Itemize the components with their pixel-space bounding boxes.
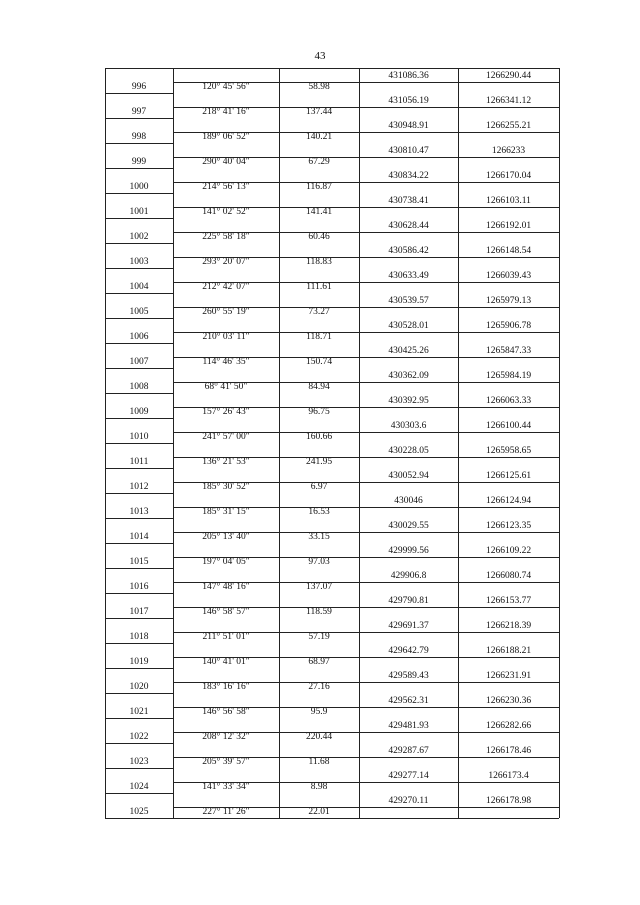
column-border xyxy=(559,68,560,818)
x-coordinate: 430948.91 xyxy=(388,121,429,131)
row-divider xyxy=(359,307,559,308)
x-coordinate: 430810.47 xyxy=(388,146,429,156)
row-divider xyxy=(105,193,173,194)
x-coordinate: 430528.01 xyxy=(388,321,429,331)
row-divider xyxy=(105,643,173,644)
distance: 116.87 xyxy=(306,182,332,192)
distance: 33.15 xyxy=(308,532,330,542)
point-number: 1008 xyxy=(129,382,149,392)
x-coordinate: 430392.95 xyxy=(388,396,429,406)
point-number: 1006 xyxy=(129,332,149,342)
row-divider xyxy=(105,143,173,144)
x-coordinate: 430586.42 xyxy=(388,246,429,256)
y-coordinate: 1266188.21 xyxy=(485,646,532,656)
row-divider xyxy=(105,668,173,669)
x-coordinate: 429277.14 xyxy=(388,771,429,781)
bearing-angle: 260° 55' 19" xyxy=(202,307,250,317)
distance: 67.29 xyxy=(308,157,330,167)
row-divider xyxy=(359,457,559,458)
row-divider xyxy=(105,93,173,94)
distance: 160.66 xyxy=(305,432,333,442)
row-divider xyxy=(359,482,559,483)
bearing-angle: 197° 04' 05" xyxy=(202,557,250,567)
row-divider xyxy=(105,493,173,494)
x-coordinate: 430362.09 xyxy=(388,371,429,381)
y-coordinate: 1266178.46 xyxy=(485,746,532,756)
bearing-angle: 114° 46' 35" xyxy=(202,357,250,367)
row-divider xyxy=(173,782,359,783)
x-coordinate: 431086.36 xyxy=(388,71,429,81)
x-coordinate: 430046 xyxy=(394,496,423,506)
row-divider xyxy=(359,332,559,333)
row-divider xyxy=(173,582,359,583)
row-divider xyxy=(359,132,559,133)
point-number: 1022 xyxy=(129,732,149,742)
bearing-angle: 293° 20' 07" xyxy=(202,257,250,267)
row-divider xyxy=(359,507,559,508)
row-divider xyxy=(105,368,173,369)
bearing-angle: 120° 45' 56" xyxy=(202,82,250,92)
row-divider xyxy=(173,757,359,758)
row-divider xyxy=(173,432,359,433)
distance: 8.98 xyxy=(310,782,328,792)
distance: 118.71 xyxy=(306,332,332,342)
distance: 150.74 xyxy=(305,357,333,367)
row-divider xyxy=(173,507,359,508)
row-divider xyxy=(359,607,559,608)
point-number: 1018 xyxy=(129,632,149,642)
bearing-angle: 141° 33' 34" xyxy=(202,782,250,792)
x-coordinate: 430303.6 xyxy=(390,421,427,431)
point-number: 998 xyxy=(131,132,147,142)
bearing-angle: 140° 41' 01" xyxy=(202,657,250,667)
row-divider xyxy=(105,768,173,769)
x-coordinate: 430628.44 xyxy=(388,221,429,231)
row-divider xyxy=(359,582,559,583)
y-coordinate: 1266170.04 xyxy=(485,171,532,181)
bearing-angle: 157° 26' 43" xyxy=(202,407,250,417)
column-border xyxy=(458,68,459,818)
row-divider xyxy=(173,232,359,233)
point-number: 1009 xyxy=(129,407,149,417)
y-coordinate: 1266125.61 xyxy=(485,471,532,481)
x-coordinate: 429691.37 xyxy=(388,621,429,631)
row-divider xyxy=(359,382,559,383)
x-coordinate: 430029.55 xyxy=(388,521,429,531)
distance: 68.97 xyxy=(308,657,330,667)
row-divider xyxy=(105,443,173,444)
row-divider xyxy=(105,268,173,269)
distance: 60.46 xyxy=(308,232,330,242)
y-coordinate: 1266109.22 xyxy=(485,546,532,556)
point-number: 1020 xyxy=(129,682,149,692)
point-number: 997 xyxy=(131,107,147,117)
point-number: 1021 xyxy=(129,707,149,717)
point-number: 1013 xyxy=(129,507,149,517)
distance: 118.59 xyxy=(306,607,332,617)
y-coordinate: 1265979.13 xyxy=(485,296,532,306)
row-divider xyxy=(105,693,173,694)
distance: 57.19 xyxy=(308,632,330,642)
row-divider xyxy=(359,107,559,108)
bearing-angle: 189° 06' 52" xyxy=(202,132,250,142)
row-divider xyxy=(105,343,173,344)
y-coordinate: 1266124.94 xyxy=(485,496,532,506)
row-divider xyxy=(359,157,559,158)
y-coordinate: 1266290.44 xyxy=(485,71,532,81)
y-coordinate: 1266123.35 xyxy=(485,521,532,531)
y-coordinate: 1266231.91 xyxy=(485,671,532,681)
distance: 22.01 xyxy=(308,807,330,817)
distance: 58.98 xyxy=(308,82,330,92)
row-divider xyxy=(173,532,359,533)
row-divider xyxy=(359,282,559,283)
point-number: 1017 xyxy=(129,607,149,617)
row-divider xyxy=(173,607,359,608)
bearing-angle: 147° 48' 16" xyxy=(202,582,250,592)
point-number: 1007 xyxy=(129,357,149,367)
bearing-angle: 208° 12' 32" xyxy=(202,732,250,742)
point-number: 1002 xyxy=(129,232,149,242)
row-divider xyxy=(359,432,559,433)
y-coordinate: 1266100.44 xyxy=(485,421,532,431)
point-number: 1023 xyxy=(129,757,149,767)
row-divider xyxy=(359,732,559,733)
x-coordinate: 430228.05 xyxy=(388,446,429,456)
x-coordinate: 430633.49 xyxy=(388,271,429,281)
point-number: 996 xyxy=(131,82,147,92)
row-divider xyxy=(359,682,559,683)
point-number: 1014 xyxy=(129,532,149,542)
bearing-angle: 211° 51' 01" xyxy=(202,632,250,642)
y-coordinate: 1266153.77 xyxy=(485,596,532,606)
bearing-angle: 290° 40' 04" xyxy=(202,157,250,167)
bearing-angle: 218° 41' 16" xyxy=(202,107,250,117)
point-number: 1012 xyxy=(129,482,149,492)
distance: 118.83 xyxy=(306,257,332,267)
row-divider xyxy=(359,407,559,408)
point-number: 1011 xyxy=(129,457,149,467)
column-border xyxy=(279,68,280,818)
point-number: 1001 xyxy=(129,207,149,217)
row-divider xyxy=(359,657,559,658)
row-divider xyxy=(105,543,173,544)
y-coordinate: 1266341.12 xyxy=(485,96,532,106)
row-divider xyxy=(359,807,559,808)
row-divider xyxy=(173,457,359,458)
distance: 140.21 xyxy=(305,132,333,142)
row-divider xyxy=(173,732,359,733)
row-divider xyxy=(105,743,173,744)
y-coordinate: 1266233 xyxy=(491,146,526,156)
point-number: 1016 xyxy=(129,582,149,592)
row-divider xyxy=(173,632,359,633)
point-number: 1004 xyxy=(129,282,149,292)
y-coordinate: 1266173.4 xyxy=(488,771,529,781)
row-divider xyxy=(105,293,173,294)
y-coordinate: 1266218.39 xyxy=(485,621,532,631)
row-divider xyxy=(173,482,359,483)
row-divider xyxy=(359,182,559,183)
distance: 137.07 xyxy=(305,582,333,592)
x-coordinate: 430539.57 xyxy=(388,296,429,306)
row-divider xyxy=(105,793,173,794)
point-number: 1024 xyxy=(129,782,149,792)
bearing-angle: 225° 58' 18" xyxy=(202,232,250,242)
column-border xyxy=(359,68,360,818)
x-coordinate: 429589.43 xyxy=(388,671,429,681)
row-divider xyxy=(359,207,559,208)
row-divider xyxy=(105,243,173,244)
distance: 141.41 xyxy=(305,207,333,217)
y-coordinate: 1265847.33 xyxy=(485,346,532,356)
y-coordinate: 1266039.43 xyxy=(485,271,532,281)
table-border xyxy=(105,68,559,69)
row-divider xyxy=(359,557,559,558)
row-divider xyxy=(173,182,359,183)
row-divider xyxy=(173,557,359,558)
distance: 27.16 xyxy=(308,682,330,692)
column-border xyxy=(173,68,174,818)
x-coordinate: 431056.19 xyxy=(388,96,429,106)
distance: 111.61 xyxy=(306,282,332,292)
row-divider xyxy=(359,257,559,258)
x-coordinate: 429790.81 xyxy=(388,596,429,606)
x-coordinate: 429481.93 xyxy=(388,721,429,731)
row-divider xyxy=(105,618,173,619)
y-coordinate: 1266103.11 xyxy=(486,196,531,206)
y-coordinate: 1265984.19 xyxy=(485,371,532,381)
row-divider xyxy=(105,318,173,319)
row-divider xyxy=(173,657,359,658)
row-divider xyxy=(173,82,359,83)
distance: 220.44 xyxy=(305,732,333,742)
bearing-angle: 185° 30' 52" xyxy=(202,482,250,492)
point-number: 1015 xyxy=(129,557,149,567)
row-divider xyxy=(173,107,359,108)
row-divider xyxy=(359,357,559,358)
table-grid xyxy=(105,68,559,818)
row-divider xyxy=(105,393,173,394)
x-coordinate: 430052.94 xyxy=(388,471,429,481)
row-divider xyxy=(359,707,559,708)
row-divider xyxy=(105,568,173,569)
row-divider xyxy=(173,282,359,283)
point-number: 1005 xyxy=(129,307,149,317)
page-number: 43 xyxy=(314,50,326,62)
row-divider xyxy=(173,157,359,158)
bearing-angle: 214° 56' 13" xyxy=(202,182,250,192)
row-divider xyxy=(173,132,359,133)
distance: 84.94 xyxy=(308,382,330,392)
x-coordinate: 429906.8 xyxy=(390,571,427,581)
row-divider xyxy=(359,632,559,633)
row-divider xyxy=(173,807,359,808)
y-coordinate: 1266148.54 xyxy=(485,246,532,256)
y-coordinate: 1266063.33 xyxy=(485,396,532,406)
row-divider xyxy=(105,518,173,519)
row-divider xyxy=(359,232,559,233)
bearing-angle: 136° 21' 53" xyxy=(202,457,250,467)
row-divider xyxy=(173,332,359,333)
row-divider xyxy=(359,532,559,533)
row-divider xyxy=(173,207,359,208)
row-divider xyxy=(173,682,359,683)
x-coordinate: 429642.79 xyxy=(388,646,429,656)
row-divider xyxy=(359,782,559,783)
point-number: 1000 xyxy=(129,182,149,192)
distance: 97.03 xyxy=(308,557,330,567)
y-coordinate: 1266192.01 xyxy=(485,221,532,231)
row-divider xyxy=(105,593,173,594)
row-divider xyxy=(359,82,559,83)
bearing-angle: 146° 58' 57" xyxy=(202,607,250,617)
point-number: 1025 xyxy=(129,807,149,817)
distance: 137.44 xyxy=(305,107,333,117)
row-divider xyxy=(105,218,173,219)
row-divider xyxy=(105,418,173,419)
row-divider xyxy=(173,307,359,308)
x-coordinate: 429999.56 xyxy=(388,546,429,556)
row-divider xyxy=(105,468,173,469)
y-coordinate: 1265906.78 xyxy=(485,321,532,331)
bearing-angle: 241° 57' 00" xyxy=(202,432,250,442)
point-number: 1019 xyxy=(129,657,149,667)
bearing-angle: 146° 56' 58" xyxy=(202,707,250,717)
y-coordinate: 1266080.74 xyxy=(485,571,532,581)
distance: 241.95 xyxy=(305,457,333,467)
row-divider xyxy=(173,707,359,708)
bearing-angle: 210° 03' 11" xyxy=(202,332,250,342)
row-divider xyxy=(105,718,173,719)
bearing-angle: 205° 39' 57" xyxy=(202,757,250,767)
x-coordinate: 430738.41 xyxy=(388,196,429,206)
distance: 96.75 xyxy=(308,407,330,417)
bearing-angle: 68° 41' 50" xyxy=(204,382,248,392)
row-divider xyxy=(173,257,359,258)
row-divider xyxy=(359,757,559,758)
bearing-angle: 141° 02' 52" xyxy=(202,207,250,217)
y-coordinate: 1266282.66 xyxy=(485,721,532,731)
bearing-angle: 183° 16' 16" xyxy=(202,682,250,692)
y-coordinate: 1266178.98 xyxy=(485,796,532,806)
row-divider xyxy=(173,357,359,358)
distance: 73.27 xyxy=(308,307,330,317)
distance: 16.53 xyxy=(308,507,330,517)
y-coordinate: 1265958.65 xyxy=(485,446,532,456)
table-border xyxy=(105,818,559,819)
point-number: 1010 xyxy=(129,432,149,442)
y-coordinate: 1266230.36 xyxy=(485,696,532,706)
row-divider xyxy=(173,407,359,408)
x-coordinate: 430425.26 xyxy=(388,346,429,356)
bearing-angle: 185° 31' 15" xyxy=(202,507,250,517)
bearing-angle: 227° 11' 26" xyxy=(202,807,250,817)
x-coordinate: 429562.31 xyxy=(388,696,429,706)
coordinates-table xyxy=(105,68,559,818)
x-coordinate: 430834.22 xyxy=(388,171,429,181)
distance: 6.97 xyxy=(310,482,328,492)
x-coordinate: 429287.67 xyxy=(388,746,429,756)
bearing-angle: 212° 42' 07" xyxy=(202,282,250,292)
point-number: 999 xyxy=(131,157,147,167)
row-divider xyxy=(173,382,359,383)
row-divider xyxy=(105,168,173,169)
point-number: 1003 xyxy=(129,257,149,267)
row-divider xyxy=(105,118,173,119)
distance: 95.9 xyxy=(310,707,328,717)
x-coordinate: 429270.11 xyxy=(388,796,429,806)
bearing-angle: 205° 13' 40" xyxy=(202,532,250,542)
distance: 11.68 xyxy=(308,757,330,767)
y-coordinate: 1266255.21 xyxy=(485,121,532,131)
